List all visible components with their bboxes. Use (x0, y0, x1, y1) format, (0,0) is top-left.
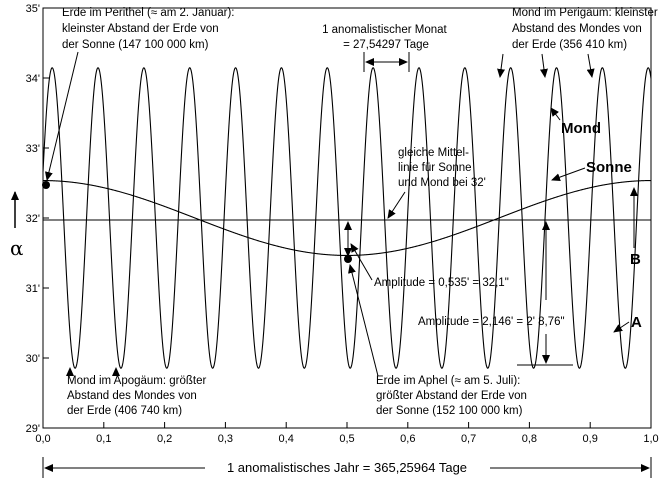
y-tick-label: 30' (25, 353, 40, 365)
monat-annotation: 1 anomalistischer Monat = 27,54297 Tage (322, 24, 447, 51)
sonne-pointer (552, 168, 585, 180)
x-tick-label: 0,5 (339, 433, 355, 445)
x-tick-label: 0,8 (521, 433, 538, 445)
amp-sonne-pointer (351, 244, 372, 280)
a-pointer (614, 322, 629, 332)
label-b: B (630, 251, 641, 268)
y-tick-label: 35' (25, 3, 40, 15)
y-tick-label: 31' (25, 283, 40, 295)
apogaeum-annotation: Mond im Apogäum: größter Abstand des Mondes von der Erde (406 740 km) (67, 375, 207, 417)
perigaeum-pointer-1 (500, 54, 503, 77)
label-a: A (631, 314, 642, 331)
mittellinie-annotation: gleiche Mittel- linie für Sonne und Mond bei 32' (398, 147, 486, 189)
perihel-annotation: Erde im Perithel (≈ am 2. Januar): kleinster Abstand der Erde von der Sonne (147 100 000 km) (62, 7, 235, 51)
y-tick-label: 34' (25, 73, 40, 85)
y-axis-label: α (10, 236, 24, 260)
x-tick-label: 0,4 (278, 433, 294, 445)
jahr-annotation: 1 anomalistisches Jahr = 365,25964 Tage (226, 460, 468, 475)
x-axis-ticks (35, 422, 658, 445)
x-tick-label: 0,9 (582, 433, 598, 445)
amp-mond-annotation: Amplitude = 2,146' = 2' 8,76" (418, 316, 565, 328)
x-tick-label: 0,0 (35, 433, 51, 445)
mond-pointer (551, 108, 560, 120)
y-tick-label: 33' (25, 143, 40, 155)
x-tick-label: 0,7 (460, 433, 477, 445)
mond-label: Mond (561, 120, 601, 137)
perihel-pointer (47, 52, 78, 180)
perihel-point (42, 181, 50, 189)
aphel-annotation: Erde im Aphel (≈ am 5. Juli): größter Abstand der Erde von der Sonne (152 100 000 km) (376, 375, 527, 417)
perigaeum-pointer-3 (588, 54, 592, 77)
x-tick-label: 0,2 (156, 433, 173, 445)
x-tick-label: 0,1 (96, 433, 112, 445)
mittellinie-pointer (388, 192, 405, 218)
y-axis-ticks (26, 3, 49, 435)
y-tick-label: 29' (25, 423, 40, 435)
sonne-label: Sonne (586, 159, 632, 176)
x-tick-label: 1,0 (643, 433, 659, 445)
perigaeum-pointer-2 (542, 54, 545, 77)
perigaeum-annotation: Mond im Perigäum: kleinster Abstand des Mondes von der Erde (356 410 km) (512, 7, 658, 51)
y-tick-label: 32' (25, 213, 40, 225)
amp-sonne-annotation: Amplitude = 0,535' = 32,1" (374, 277, 509, 289)
aphel-point (344, 255, 352, 263)
x-tick-label: 0,3 (217, 433, 234, 445)
x-tick-label: 0,6 (400, 433, 416, 445)
